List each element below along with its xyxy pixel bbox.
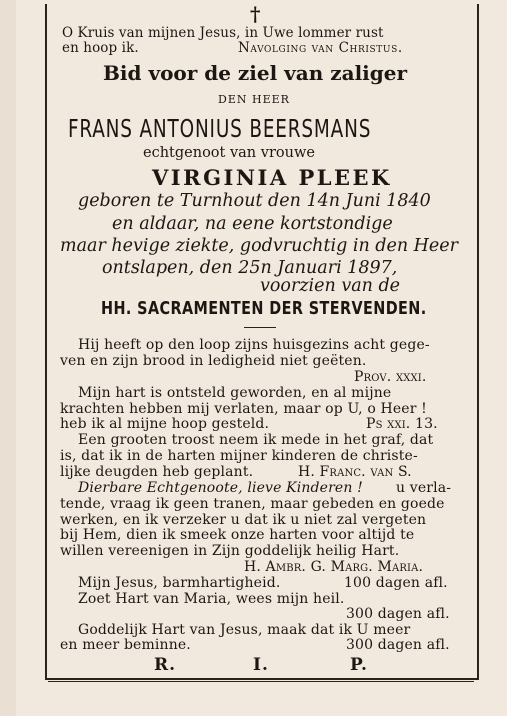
spouse-intro: echtgenoot van vrouwe	[143, 145, 315, 161]
divider	[244, 327, 276, 328]
text-line: ven en zijn brood in ledigheid niet geëten.	[60, 353, 367, 369]
header-line-2-left: en hoop ik.	[62, 40, 139, 56]
rip-p: P.	[350, 655, 368, 675]
paper-edge	[0, 0, 16, 716]
text-line: Zoet Hart van Maria, wees mijn heil.	[78, 591, 345, 607]
text-line: Hij heeft op den loop zijns huisgezins acht gege-	[78, 337, 430, 353]
text-line: Een grooten troost neem ik mede in het graf, dat	[78, 432, 434, 448]
card-border-bottom-line	[48, 681, 474, 682]
detail-line-3: maar hevige ziekte, godvruchtig in den Heer	[60, 236, 459, 256]
sacraments-line: HH. SACRAMENTEN DER STERVENDEN.	[101, 298, 427, 319]
text-line: Mijn Jesus, barmhartigheid.	[78, 575, 281, 591]
indulgence: 300 dagen afl.	[346, 637, 450, 653]
text-line: u verla-	[396, 480, 452, 496]
text-line: bij Hem, dien ik smeek onze harten voor altijd te	[60, 527, 415, 543]
text-line: heb ik al mijne hoop gesteld.	[60, 416, 270, 432]
den-heer-label: DEN HEER	[218, 93, 290, 106]
cross-icon: †	[250, 2, 261, 26]
text-line: werken, en ik verzeker u dat ik u niet zal vergeten	[60, 512, 427, 528]
citation: H. Franc. van S.	[298, 464, 412, 480]
text-line: Mijn hart is ontsteld geworden, en al mijne	[78, 385, 392, 401]
text-line: willen vereenigen in Zijn goddelijk heilig Hart.	[60, 543, 400, 559]
text-line: tende, vraag ik geen tranen, maar gebeden en goede	[60, 496, 445, 512]
header-line-2-source: Navolging van Christus.	[238, 40, 403, 56]
rip-r: R.	[154, 655, 177, 675]
text-line: Goddelijk Hart van Jesus, maak dat ik U meer	[78, 622, 411, 638]
citation: Ps xxi. 13.	[366, 416, 438, 432]
text-line: krachten hebben mij verlaten, maar op U, o Heer !	[60, 401, 427, 417]
detail-line-1: geboren te Turnhout den 14n Juni 1840	[78, 191, 431, 211]
detail-line-5: voorzien van de	[260, 276, 401, 296]
indulgence: 100 dagen afl.	[344, 575, 448, 591]
detail-line-2: en aldaar, na eene kortstondige	[112, 214, 393, 234]
text-line-italic: Dierbare Echtgenoote, lieve Kinderen !	[78, 480, 363, 496]
text-line: en meer beminne.	[60, 637, 191, 653]
citation: Prov. xxxi.	[354, 369, 427, 385]
deceased-name: FRANS ANTONIUS BEERSMANS	[68, 114, 372, 143]
indulgence: 300 dagen afl.	[346, 606, 450, 622]
detail-line-4: ontslapen, den 25n Januari 1897,	[102, 258, 398, 278]
prayer-heading: Bid voor de ziel van zaliger	[103, 61, 408, 85]
spouse-name: VIRGINIA PLEEK	[152, 165, 392, 190]
header-line-1: O Kruis van mijnen Jesus, in Uwe lommer rust	[62, 25, 384, 41]
text-line: lijke deugden heb geplant.	[60, 464, 254, 480]
text-line: is, dat ik in de harten mijner kinderen de christe-	[60, 448, 418, 464]
rip-i: I.	[253, 655, 269, 675]
citation: H. Ambr. G. Marg. Maria.	[244, 559, 424, 575]
